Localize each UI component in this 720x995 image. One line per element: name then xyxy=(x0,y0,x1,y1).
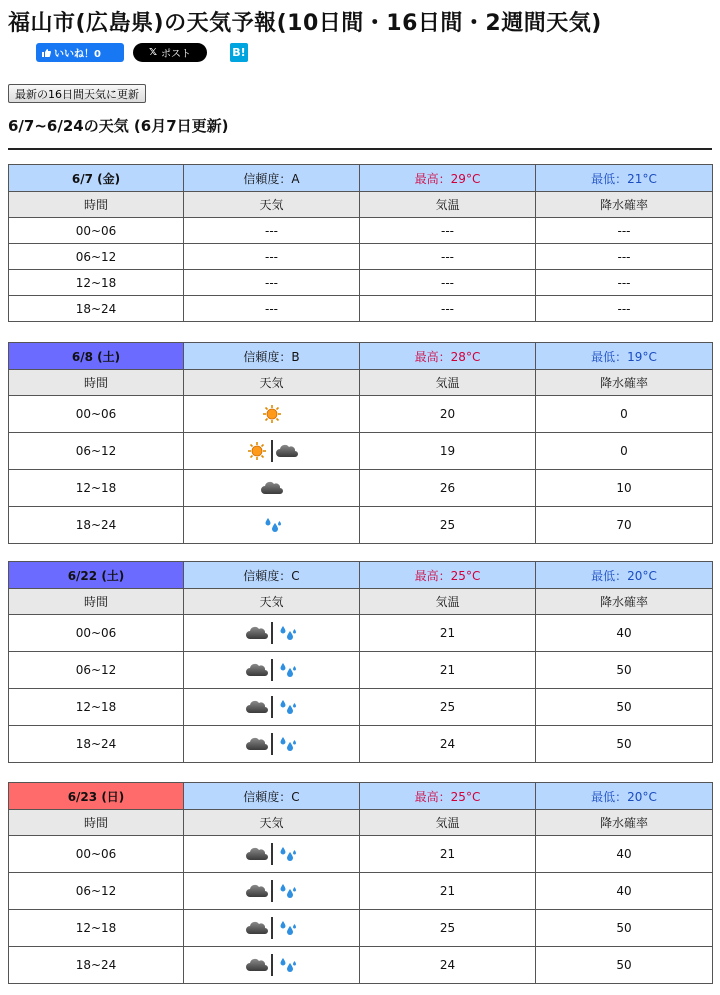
precip-cell: 40 xyxy=(536,836,713,873)
temp-cell: --- xyxy=(360,270,536,296)
table-row xyxy=(9,910,713,947)
table-row xyxy=(9,507,713,544)
temp-cell: 24 xyxy=(360,726,536,763)
icon-separator xyxy=(271,843,273,865)
weather-text: --- xyxy=(265,249,278,264)
temp-cell: 25 xyxy=(360,507,536,544)
day-date: 6/7 (金) xyxy=(9,165,184,192)
time-cell: 18~24 xyxy=(9,947,184,984)
table-row xyxy=(9,433,713,470)
precip-cell: 50 xyxy=(536,910,713,947)
reliability: 信頼度：C xyxy=(184,783,360,810)
table-row xyxy=(9,947,713,984)
temp-cell: 25 xyxy=(360,689,536,726)
rain-icon xyxy=(275,881,299,901)
rain-icon xyxy=(275,918,299,938)
weather-cell xyxy=(184,726,360,763)
col-precip-header: 降水確率 xyxy=(536,192,713,218)
cloud-icon xyxy=(245,734,269,754)
sun-icon xyxy=(245,441,269,461)
time-cell: 00~06 xyxy=(9,218,184,244)
temp-cell: 26 xyxy=(360,470,536,507)
col-weather-header: 天気 xyxy=(184,370,360,396)
weather-text: --- xyxy=(265,275,278,290)
day-forecast-table xyxy=(8,561,713,763)
icon-separator xyxy=(271,440,273,462)
col-precip-header: 降水確率 xyxy=(536,589,713,615)
table-row xyxy=(9,218,713,244)
day-date: 6/8 (土) xyxy=(9,343,184,370)
col-weather-header: 天気 xyxy=(184,589,360,615)
precip-cell: --- xyxy=(536,244,713,270)
page-title: 福山市(広島県)の天気予報(10日間・16日間・2週間天気) xyxy=(8,11,602,36)
col-precip-header: 降水確率 xyxy=(536,370,713,396)
time-cell: 00~06 xyxy=(9,396,184,433)
col-time-header: 時間 xyxy=(9,810,184,836)
precip-cell: 70 xyxy=(536,507,713,544)
column-header-row xyxy=(9,810,713,836)
time-cell: 18~24 xyxy=(9,507,184,544)
facebook-like-label: いいね！0 xyxy=(54,49,101,60)
precip-cell: 50 xyxy=(536,947,713,984)
cloud-icon xyxy=(245,623,269,643)
temp-cell: 21 xyxy=(360,836,536,873)
col-time-header: 時間 xyxy=(9,589,184,615)
time-cell: 18~24 xyxy=(9,726,184,763)
icon-separator xyxy=(271,622,273,644)
day-forecast-table xyxy=(8,342,713,544)
col-weather-header: 天気 xyxy=(184,192,360,218)
time-cell: 06~12 xyxy=(9,873,184,910)
x-post-label: ポスト xyxy=(161,49,192,60)
precip-cell: 50 xyxy=(536,726,713,763)
table-row xyxy=(9,296,713,322)
day-header-row xyxy=(9,165,713,192)
precip-cell: 50 xyxy=(536,652,713,689)
max-temp: 最高：25°C xyxy=(360,783,536,810)
icon-separator xyxy=(271,696,273,718)
temp-cell: 24 xyxy=(360,947,536,984)
x-logo-icon: 𝕏 xyxy=(148,47,158,58)
time-cell: 12~18 xyxy=(9,470,184,507)
time-cell: 00~06 xyxy=(9,836,184,873)
day-header-row xyxy=(9,343,713,370)
temp-cell: --- xyxy=(360,244,536,270)
temp-cell: 20 xyxy=(360,396,536,433)
weather-cell xyxy=(184,652,360,689)
weather-cell xyxy=(184,947,360,984)
rain-icon xyxy=(275,697,299,717)
col-precip-header: 降水確率 xyxy=(536,810,713,836)
max-temp: 最高：28°C xyxy=(360,343,536,370)
temp-cell: --- xyxy=(360,218,536,244)
weather-cell xyxy=(184,507,360,544)
precip-cell: 40 xyxy=(536,615,713,652)
weather-cell xyxy=(184,244,360,270)
weather-cell xyxy=(184,218,360,244)
x-post-button[interactable] xyxy=(133,43,207,62)
time-cell: 00~06 xyxy=(9,615,184,652)
divider xyxy=(8,148,712,150)
reliability: 信頼度：A xyxy=(184,165,360,192)
cloud-icon xyxy=(245,660,269,680)
icon-separator xyxy=(271,659,273,681)
time-cell: 12~18 xyxy=(9,910,184,947)
time-cell: 12~18 xyxy=(9,270,184,296)
table-row xyxy=(9,652,713,689)
facebook-like-button[interactable] xyxy=(36,43,124,62)
temp-cell: 21 xyxy=(360,873,536,910)
hatena-bookmark-button[interactable]: B! xyxy=(230,43,248,62)
cloud-icon xyxy=(260,478,284,498)
weather-cell xyxy=(184,873,360,910)
table-row xyxy=(9,396,713,433)
column-header-row xyxy=(9,589,713,615)
cloud-icon xyxy=(245,955,269,975)
cloud-icon xyxy=(245,881,269,901)
col-temp-header: 気温 xyxy=(360,810,536,836)
day-forecast-table xyxy=(8,164,713,322)
rain-icon xyxy=(275,660,299,680)
reliability: 信頼度：C xyxy=(184,562,360,589)
weather-cell xyxy=(184,396,360,433)
refresh-button[interactable]: 最新の16日間天気に更新 xyxy=(8,84,146,103)
icon-separator xyxy=(271,880,273,902)
precip-cell: 50 xyxy=(536,689,713,726)
min-temp: 最低：20°C xyxy=(536,562,713,589)
temp-cell: 25 xyxy=(360,910,536,947)
table-row xyxy=(9,244,713,270)
icon-separator xyxy=(271,733,273,755)
weather-cell xyxy=(184,433,360,470)
table-row xyxy=(9,689,713,726)
col-temp-header: 気温 xyxy=(360,370,536,396)
weather-cell xyxy=(184,689,360,726)
day-header-row xyxy=(9,562,713,589)
weather-text: --- xyxy=(265,223,278,238)
day-header-row xyxy=(9,783,713,810)
precip-cell: 10 xyxy=(536,470,713,507)
cloud-icon xyxy=(245,697,269,717)
min-temp: 最低：21°C xyxy=(536,165,713,192)
precip-cell: --- xyxy=(536,218,713,244)
temp-cell: 21 xyxy=(360,615,536,652)
cloud-icon xyxy=(245,844,269,864)
col-temp-header: 気温 xyxy=(360,589,536,615)
col-time-header: 時間 xyxy=(9,370,184,396)
rain-icon xyxy=(275,623,299,643)
forecast-range-subtitle: 6/7~6/24の天気 (6月7日更新) xyxy=(8,117,229,135)
min-temp: 最低：19°C xyxy=(536,343,713,370)
rain-icon xyxy=(275,844,299,864)
weather-text: --- xyxy=(265,301,278,316)
weather-cell xyxy=(184,470,360,507)
day-forecast-table xyxy=(8,782,713,984)
table-row xyxy=(9,270,713,296)
time-cell: 06~12 xyxy=(9,433,184,470)
precip-cell: --- xyxy=(536,270,713,296)
temp-cell: 19 xyxy=(360,433,536,470)
reliability: 信頼度：B xyxy=(184,343,360,370)
table-row xyxy=(9,873,713,910)
icon-separator xyxy=(271,954,273,976)
column-header-row xyxy=(9,370,713,396)
weather-cell xyxy=(184,910,360,947)
precip-cell: 40 xyxy=(536,873,713,910)
rain-icon xyxy=(260,515,284,535)
max-temp: 最高：25°C xyxy=(360,562,536,589)
sun-icon xyxy=(260,404,284,424)
table-row xyxy=(9,726,713,763)
time-cell: 12~18 xyxy=(9,689,184,726)
column-header-row xyxy=(9,192,713,218)
icon-separator xyxy=(271,917,273,939)
day-date: 6/23 (日) xyxy=(9,783,184,810)
temp-cell: --- xyxy=(360,296,536,322)
thumbs-up-icon xyxy=(41,48,51,58)
table-row xyxy=(9,836,713,873)
precip-cell: --- xyxy=(536,296,713,322)
day-date: 6/22 (土) xyxy=(9,562,184,589)
weather-cell xyxy=(184,270,360,296)
rain-icon xyxy=(275,955,299,975)
min-temp: 最低：20°C xyxy=(536,783,713,810)
weather-cell xyxy=(184,296,360,322)
table-row xyxy=(9,470,713,507)
weather-cell xyxy=(184,836,360,873)
col-weather-header: 天気 xyxy=(184,810,360,836)
time-cell: 18~24 xyxy=(9,296,184,322)
max-temp: 最高：29°C xyxy=(360,165,536,192)
weather-cell xyxy=(184,615,360,652)
col-temp-header: 気温 xyxy=(360,192,536,218)
time-cell: 06~12 xyxy=(9,244,184,270)
table-row xyxy=(9,615,713,652)
rain-icon xyxy=(275,734,299,754)
col-time-header: 時間 xyxy=(9,192,184,218)
cloud-icon xyxy=(275,441,299,461)
time-cell: 06~12 xyxy=(9,652,184,689)
precip-cell: 0 xyxy=(536,396,713,433)
temp-cell: 21 xyxy=(360,652,536,689)
precip-cell: 0 xyxy=(536,433,713,470)
cloud-icon xyxy=(245,918,269,938)
